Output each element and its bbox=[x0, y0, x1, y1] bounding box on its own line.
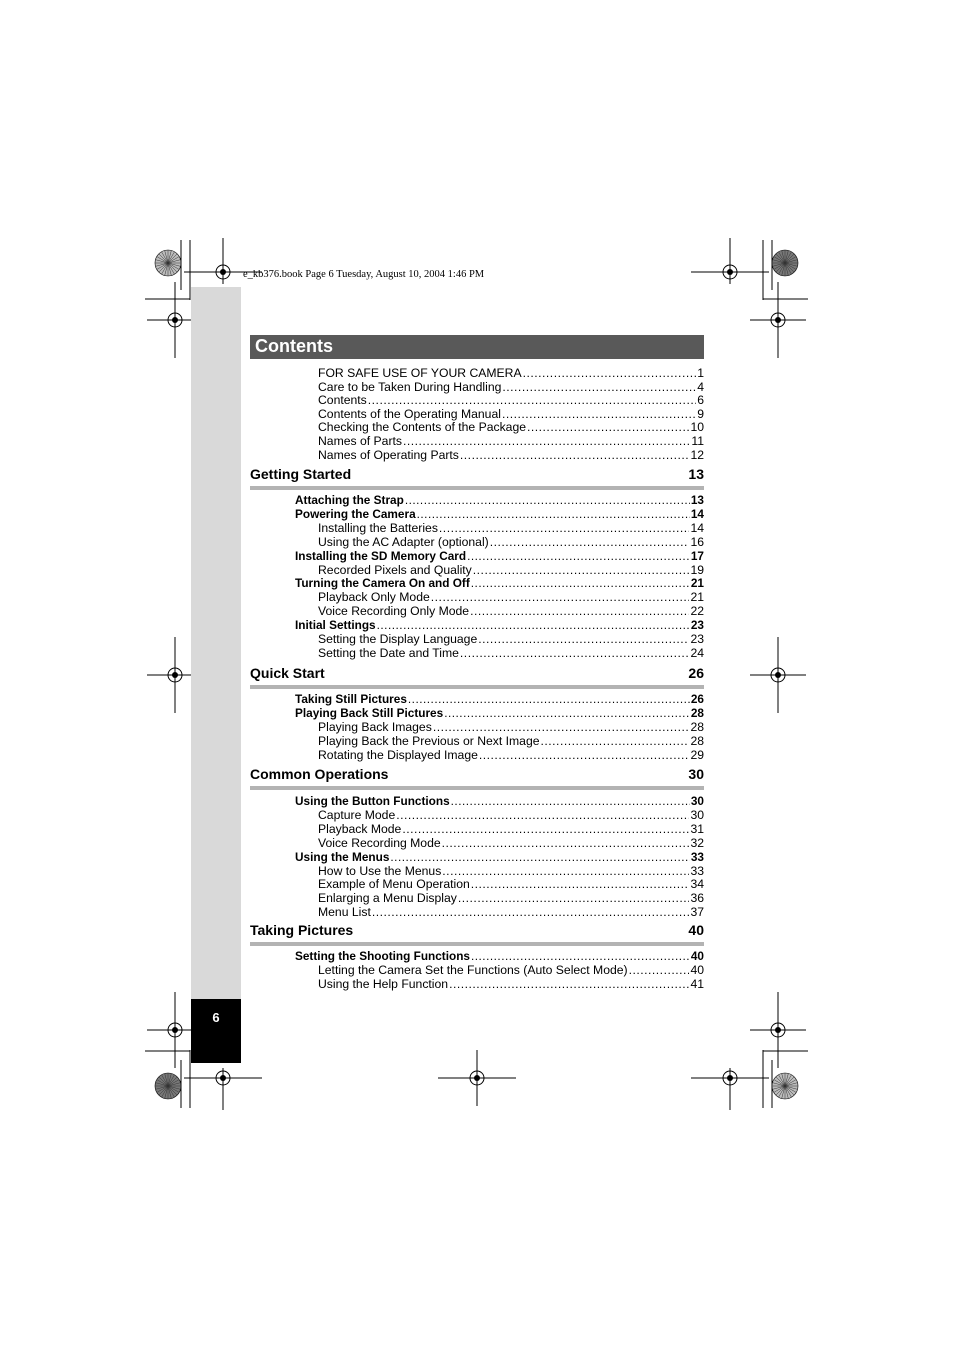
toc-entry-label: Using the Menus bbox=[295, 849, 390, 864]
toc-entry bbox=[318, 891, 704, 905]
toc-leader-dots bbox=[433, 720, 690, 734]
toc-entry-page: 30 bbox=[690, 794, 704, 808]
toc-entry-page: 28 bbox=[690, 705, 704, 720]
toc-entry-page: 30 bbox=[690, 807, 704, 822]
toc-leader-dots bbox=[523, 366, 697, 380]
toc-entry bbox=[318, 720, 704, 734]
section-page: 30 bbox=[688, 766, 704, 782]
toc-leader-dots bbox=[368, 393, 696, 407]
toc-entry-page: 23 bbox=[690, 632, 704, 646]
toc-leader-dots bbox=[479, 748, 690, 762]
toc-entry-page: 9 bbox=[697, 406, 704, 421]
toc-entry bbox=[318, 407, 704, 421]
toc-entry-label: Using the Help Function bbox=[318, 976, 449, 991]
toc-entry-page: 6 bbox=[697, 393, 704, 408]
toc-leader-dots bbox=[471, 949, 690, 963]
toc-entry-label: Names of Operating Parts bbox=[318, 447, 459, 462]
toc-entry-page: 19 bbox=[690, 562, 704, 577]
toc-entry-label: Rotating the Displayed Image bbox=[318, 747, 478, 762]
section-heading bbox=[250, 665, 704, 681]
toc-entry-page: 40 bbox=[690, 949, 704, 963]
toc-entry bbox=[318, 535, 704, 549]
toc-leader-dots bbox=[439, 521, 690, 535]
toc-entry bbox=[295, 692, 704, 706]
toc-entry-label: Playing Back the Previous or Next Image bbox=[318, 733, 540, 748]
toc-entry-page: 33 bbox=[690, 863, 704, 878]
section-title: Common Operations bbox=[250, 766, 389, 782]
toc-entry bbox=[295, 850, 704, 864]
toc-entry-page: 12 bbox=[690, 447, 704, 462]
section-heading bbox=[250, 466, 704, 482]
section-title: Quick Start bbox=[250, 665, 325, 681]
title-bar bbox=[250, 335, 704, 359]
toc-entry-page: 41 bbox=[690, 976, 704, 991]
toc-entry-page: 14 bbox=[690, 520, 704, 535]
side-gray-bar bbox=[191, 287, 241, 999]
toc-entry-label: Voice Recording Only Mode bbox=[318, 604, 470, 619]
toc-entry-page: 4 bbox=[697, 379, 704, 394]
toc-entry-page: 14 bbox=[690, 506, 704, 521]
toc-entry-label: Menu List bbox=[318, 905, 371, 920]
section-rule bbox=[250, 685, 704, 689]
toc-leader-dots bbox=[442, 864, 689, 878]
toc-entry-label: Example of Menu Operation bbox=[318, 877, 470, 892]
toc-entry bbox=[295, 706, 704, 720]
toc-entry-label: Setting the Shooting Functions bbox=[295, 949, 470, 963]
toc-entry bbox=[318, 734, 704, 748]
toc-entry bbox=[318, 646, 704, 660]
toc-entry-label: Enlarging a Menu Display bbox=[318, 891, 457, 906]
toc-entry bbox=[318, 521, 704, 535]
toc-leader-dots bbox=[403, 434, 690, 448]
toc-entry bbox=[318, 877, 704, 891]
toc-entry bbox=[318, 748, 704, 762]
toc-entry bbox=[318, 366, 704, 380]
section-rule bbox=[250, 486, 704, 490]
toc-leader-dots bbox=[460, 646, 690, 660]
toc-entry-label: Attaching the Strap bbox=[295, 493, 404, 507]
toc-entry-page: 36 bbox=[690, 891, 704, 906]
toc-entry-label: Installing the SD Memory Card bbox=[295, 548, 467, 563]
toc-entry bbox=[318, 448, 704, 462]
toc-leader-dots bbox=[478, 632, 689, 646]
toc-entry-label: Setting the Display Language bbox=[318, 632, 478, 646]
section-page: 40 bbox=[688, 922, 704, 938]
section-title: Taking Pictures bbox=[250, 922, 354, 938]
toc-entry-page: 24 bbox=[690, 645, 704, 660]
section-rule bbox=[250, 942, 704, 946]
toc-entry-page: 33 bbox=[690, 849, 704, 864]
page-title: Contents bbox=[255, 336, 333, 356]
toc-entry-label: How to Use the Menus bbox=[318, 863, 442, 878]
toc-entry-label: Playing Back Images bbox=[318, 719, 432, 734]
toc-entry bbox=[295, 618, 704, 632]
toc-entry bbox=[318, 963, 704, 977]
toc-entry-label: Using the AC Adapter (optional) bbox=[318, 534, 489, 549]
toc-entry-label: Names of Parts bbox=[318, 434, 402, 448]
toc-entry bbox=[318, 604, 704, 618]
toc-leader-dots bbox=[405, 493, 690, 507]
toc-leader-dots bbox=[442, 836, 690, 850]
file-header: e_kb376.book Page 6 Tuesday, August 10, 2004 1:46 PM bbox=[243, 269, 485, 280]
toc-entry-label: Turning the Camera On and Off bbox=[295, 576, 470, 591]
toc-entry bbox=[318, 434, 704, 448]
toc-entry-page: 21 bbox=[690, 576, 704, 591]
toc-leader-dots bbox=[470, 604, 689, 618]
section-page: 13 bbox=[688, 466, 704, 482]
toc-entry-page: 17 bbox=[690, 548, 704, 563]
toc-leader-dots bbox=[490, 535, 690, 549]
toc-leader-dots bbox=[629, 963, 690, 977]
toc-leader-dots bbox=[473, 563, 690, 577]
toc-leader-dots bbox=[467, 549, 690, 563]
toc-entry-page: 32 bbox=[690, 835, 704, 850]
section-heading bbox=[250, 922, 704, 938]
toc-leader-dots bbox=[541, 734, 690, 748]
toc-entry bbox=[318, 420, 704, 434]
toc-entry-label: Voice Recording Mode bbox=[318, 835, 441, 850]
toc-entry-page: 26 bbox=[690, 692, 704, 706]
toc-entry bbox=[318, 380, 704, 394]
toc-leader-dots bbox=[502, 380, 696, 394]
toc-leader-dots bbox=[502, 407, 696, 421]
toc-entry bbox=[295, 576, 704, 590]
toc-leader-dots bbox=[396, 808, 689, 822]
toc-leader-dots bbox=[417, 507, 690, 521]
toc-leader-dots bbox=[460, 448, 690, 462]
toc-entry-label: Using the Button Functions bbox=[295, 794, 450, 808]
toc-entry bbox=[318, 632, 704, 646]
toc-entry-label: Setting the Date and Time bbox=[318, 645, 459, 660]
toc-entry-label: Capture Mode bbox=[318, 807, 396, 822]
toc-entry-page: 23 bbox=[690, 618, 704, 633]
section-rule bbox=[250, 786, 704, 790]
toc-entry-label: Contents bbox=[318, 393, 367, 408]
toc-entry-label: Contents of the Operating Manual bbox=[318, 406, 501, 421]
toc-leader-dots bbox=[471, 576, 690, 590]
toc-entry bbox=[295, 949, 704, 963]
toc-entry-label: Taking Still Pictures bbox=[295, 692, 407, 706]
toc-entry-label: Installing the Batteries bbox=[318, 520, 438, 535]
toc-entry-page: 16 bbox=[690, 534, 704, 549]
toc-entry-page: 22 bbox=[690, 604, 704, 619]
toc-entry-page: 40 bbox=[690, 962, 704, 977]
page-number-tab bbox=[191, 999, 241, 1063]
toc-entry bbox=[295, 507, 704, 521]
toc-leader-dots bbox=[431, 590, 690, 604]
section-title: Getting Started bbox=[250, 466, 352, 482]
toc-leader-dots bbox=[527, 420, 689, 434]
toc-entry-label: Recorded Pixels and Quality bbox=[318, 562, 472, 577]
toc-entry-label: Playing Back Still Pictures bbox=[295, 705, 444, 720]
toc-entry-page: 28 bbox=[690, 733, 704, 748]
toc-entry-label: FOR SAFE USE OF YOUR CAMERA bbox=[318, 366, 522, 380]
toc-entry-page: 10 bbox=[690, 420, 704, 435]
toc-entry bbox=[318, 822, 704, 836]
toc-entry bbox=[295, 794, 704, 808]
toc-entry-label: Letting the Camera Set the Functions (Auto Select Mode) bbox=[318, 962, 628, 977]
toc-entry-page: 31 bbox=[690, 821, 704, 836]
toc-leader-dots bbox=[377, 618, 690, 632]
toc-entry-page: 11 bbox=[691, 434, 704, 448]
toc-entry bbox=[318, 393, 704, 407]
toc-leader-dots bbox=[471, 877, 690, 891]
toc-entry-page: 13 bbox=[690, 493, 704, 507]
toc-leader-dots bbox=[402, 822, 689, 836]
toc-leader-dots bbox=[451, 794, 690, 808]
toc-entry bbox=[295, 493, 704, 507]
toc-entry-page: 29 bbox=[690, 747, 704, 762]
toc-entry-label: Initial Settings bbox=[295, 618, 376, 633]
toc-leader-dots bbox=[390, 850, 689, 864]
section-heading bbox=[250, 766, 704, 782]
toc-entry-label: Care to be Taken During Handling bbox=[318, 379, 502, 394]
toc-entry-page: 34 bbox=[690, 877, 704, 892]
toc-entry bbox=[318, 977, 704, 991]
toc-entry-label: Playback Only Mode bbox=[318, 590, 430, 605]
toc-leader-dots bbox=[449, 977, 689, 991]
toc-entry-page: 1 bbox=[697, 366, 704, 380]
toc-leader-dots bbox=[372, 905, 690, 919]
toc-entry bbox=[318, 836, 704, 850]
toc-entry bbox=[318, 864, 704, 878]
toc-leader-dots bbox=[444, 706, 690, 720]
toc-entry-page: 37 bbox=[690, 905, 704, 920]
toc-leader-dots bbox=[408, 692, 690, 706]
toc-entry-label: Playback Mode bbox=[318, 821, 402, 836]
toc-entry-label: Powering the Camera bbox=[295, 506, 416, 521]
toc-entry bbox=[318, 808, 704, 822]
toc-entry bbox=[295, 549, 704, 563]
toc-entry-page: 21 bbox=[690, 590, 704, 605]
section-page: 26 bbox=[688, 665, 704, 681]
toc-entry bbox=[318, 563, 704, 577]
toc-entry-page: 28 bbox=[690, 719, 704, 734]
toc-entry bbox=[318, 590, 704, 604]
toc-entry-label: Checking the Contents of the Package bbox=[318, 420, 526, 435]
toc-leader-dots bbox=[458, 891, 690, 905]
toc-entry bbox=[318, 905, 704, 919]
page-number: 6 bbox=[212, 1010, 220, 1025]
